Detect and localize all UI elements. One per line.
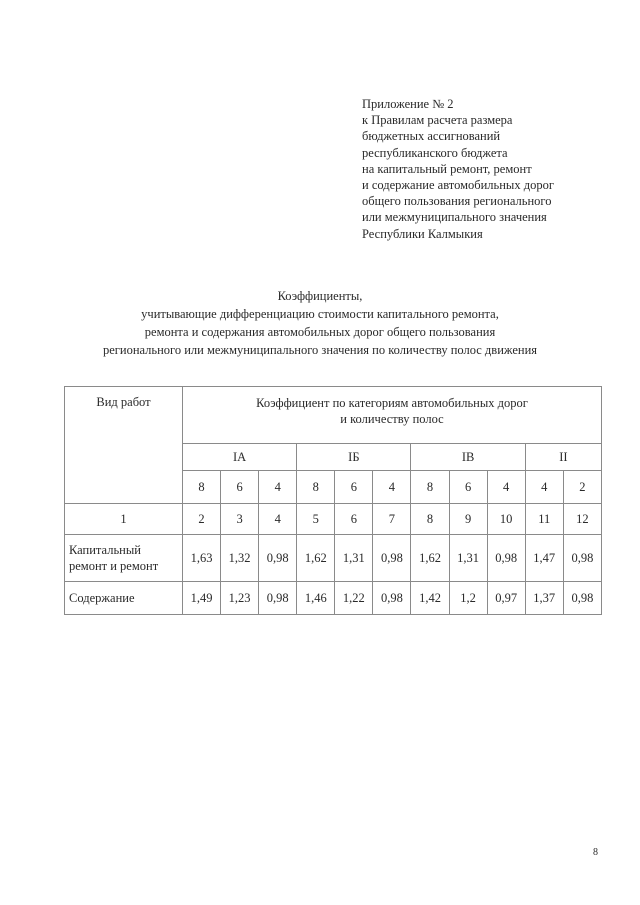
value-cell: 1,49 [183, 582, 221, 615]
value-cell: 1,42 [411, 582, 449, 615]
value-cell: 1,46 [297, 582, 335, 615]
value-cell: 0,98 [487, 535, 525, 582]
lanes-cell: 8 [183, 471, 221, 504]
value-cell: 1,32 [221, 535, 259, 582]
value-cell: 0,97 [487, 582, 525, 615]
title-line: регионального или межмуниципального значения по количеству полос движения [102, 343, 538, 357]
lanes-cell: 4 [259, 471, 297, 504]
value-cell: 1,63 [183, 535, 221, 582]
appendix-line: республиканского бюджета [362, 145, 508, 160]
appendix-note [362, 96, 632, 242]
category-ib: IБ [297, 444, 411, 471]
lanes-cell: 8 [411, 471, 449, 504]
column-number: 6 [335, 504, 373, 535]
category-ia: IА [183, 444, 297, 471]
lanes-cell: 6 [449, 471, 487, 504]
row-label: Содержание [65, 582, 183, 615]
column-number: 9 [449, 504, 487, 535]
value-cell: 1,62 [411, 535, 449, 582]
row-label-line: Капитальный [69, 543, 141, 557]
category-ii: II [525, 444, 601, 471]
column-number: 11 [525, 504, 563, 535]
value-cell: 0,98 [563, 582, 601, 615]
title-line: Коэффициенты, [277, 289, 363, 303]
column-number: 8 [411, 504, 449, 535]
title-line: учитывающие дифференциацию стоимости капитального ремонта, [141, 307, 499, 321]
lanes-cell: 2 [563, 471, 601, 504]
value-cell: 1,47 [525, 535, 563, 582]
document-title [40, 287, 600, 359]
column-number: 12 [563, 504, 601, 535]
coefficient-header-line1: Коэффициент по категориям автомобильных дорог [256, 396, 528, 410]
appendix-line: на капитальный ремонт, ремонт [362, 161, 532, 176]
category-iv: IВ [411, 444, 525, 471]
appendix-line: Республики Калмыкия [362, 226, 483, 241]
appendix-line: Приложение № 2 [362, 97, 454, 111]
value-cell: 0,98 [259, 582, 297, 615]
table-row [65, 535, 602, 582]
appendix-line: к Правилам расчета размера [362, 113, 513, 128]
column-number: 3 [221, 504, 259, 535]
lanes-cell: 8 [297, 471, 335, 504]
row-label [65, 535, 183, 582]
value-cell: 0,98 [373, 535, 411, 582]
work-type-header: Вид работ [65, 387, 183, 504]
appendix-line: и содержание автомобильных дорог [362, 178, 554, 193]
value-cell: 0,98 [373, 582, 411, 615]
lanes-cell: 6 [335, 471, 373, 504]
appendix-line: или межмуниципального значения [362, 210, 547, 225]
column-number: 2 [183, 504, 221, 535]
value-cell: 0,98 [259, 535, 297, 582]
lanes-cell: 6 [221, 471, 259, 504]
lanes-cell: 4 [487, 471, 525, 504]
value-cell: 1,37 [525, 582, 563, 615]
row-label-line: ремонт и ремонт [69, 559, 159, 573]
value-cell: 1,23 [221, 582, 259, 615]
column-number-row [65, 504, 602, 535]
lanes-cell: 4 [373, 471, 411, 504]
value-cell: 1,31 [449, 535, 487, 582]
value-cell: 1,2 [449, 582, 487, 615]
column-number: 1 [65, 504, 183, 535]
column-number: 10 [487, 504, 525, 535]
column-number: 7 [373, 504, 411, 535]
coefficient-header [183, 387, 602, 444]
lanes-cell: 4 [525, 471, 563, 504]
value-cell: 0,98 [563, 535, 601, 582]
coefficients-table [64, 386, 602, 615]
value-cell: 1,62 [297, 535, 335, 582]
value-cell: 1,31 [335, 535, 373, 582]
column-number: 5 [297, 504, 335, 535]
page-number: 8 [593, 847, 598, 858]
coefficient-header-line2: и количеству полос [340, 412, 444, 426]
appendix-line: общего пользования регионального [362, 194, 552, 209]
column-number: 4 [259, 504, 297, 535]
value-cell: 1,22 [335, 582, 373, 615]
table-row [65, 582, 602, 615]
appendix-line: бюджетных ассигнований [362, 129, 501, 144]
title-line: ремонта и содержания автомобильных дорог общего пользования [144, 325, 496, 339]
table-header-row [65, 387, 602, 444]
